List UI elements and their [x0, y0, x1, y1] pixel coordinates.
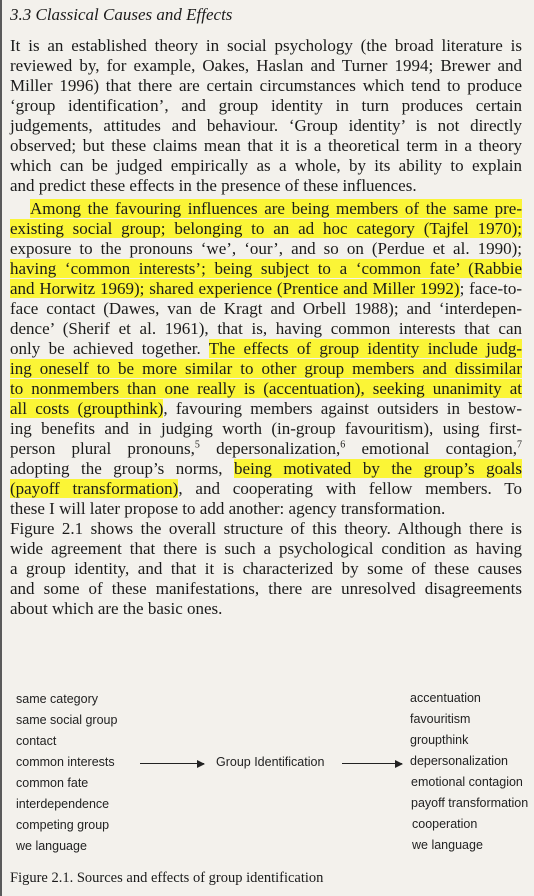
text-line: these I will later propose to add another: agency transformation.: [10, 499, 446, 518]
effect-item: payoff transformation: [411, 796, 529, 810]
figure-caption: Figure 2.1. Sources and effects of group identification: [10, 870, 324, 886]
text-line: a group identity, and that it is characterized by some of these causes: [10, 559, 522, 578]
text-line: which can be judged empirically as a whole, by its ability to explain: [10, 156, 522, 175]
footnote-marker: 5: [194, 439, 200, 451]
highlighted-text: all costs (groupthink): [10, 399, 164, 418]
text-segment: , favouring members against outsiders in bestow-: [163, 399, 522, 418]
text-line: face contact (Dawes, van de Kragt and Orbell 1988); and ‘interdepen-: [10, 299, 522, 318]
highlighted-text: The effects of group identity include judg-: [208, 339, 522, 358]
section-heading: 3.3 Classical Causes and Effects: [10, 5, 233, 24]
text-line: ‘group identification’, and group identity in turn produces certain: [10, 96, 522, 115]
cause-item: same social group: [16, 713, 118, 727]
highlighted-text: shared experience (Prentice and Miller 1992): [149, 279, 460, 298]
effect-item: groupthink: [410, 733, 469, 747]
highlighted-text: Among the favouring influences are being members of the same pre-: [30, 199, 522, 218]
text-line: judgements, attitudes and behaviour. ‘Group identity’ is not directly: [10, 116, 522, 135]
text-segment: emotional contagion,: [345, 439, 517, 458]
cause-item: common fate: [16, 776, 89, 790]
text-segment: only be achieved together.: [10, 339, 209, 358]
effect-item: depersonalization: [410, 754, 508, 768]
text-line: [10, 459, 522, 479]
text-line: [10, 479, 522, 499]
highlighted-text: existing social group; belonging to an ad hoc category (Tajfel 1970);: [10, 219, 522, 238]
text-line: [10, 219, 522, 239]
text-segment: adopting the group’s norms,: [10, 459, 235, 478]
text-line: dence’ (Sherif et al. 1961), that is, having common interests that can: [10, 319, 522, 338]
highlighted-text: to nonmembers than one really is (accentuation), seeking unanimity at: [10, 379, 522, 398]
cause-item: common interests: [16, 755, 115, 769]
text-segment: depersonalization,: [199, 439, 341, 458]
arrow-right-icon: [140, 763, 204, 764]
text-segment: person plural pronouns,: [10, 439, 195, 458]
text-segment: ; face-to-: [459, 279, 522, 298]
effect-item: favouritism: [410, 712, 471, 726]
text-line: [10, 359, 522, 379]
footnote-marker: 7: [516, 439, 522, 451]
text-line: reviewed by, for example, Oakes, Haslan and Turner 1994; Brewer and: [10, 56, 522, 75]
text-segment: , and cooperating with fellow members. To: [178, 479, 522, 498]
text-line: [10, 259, 522, 279]
cause-item: same category: [16, 692, 98, 706]
text-line: about which are the basic ones.: [10, 599, 223, 618]
text-line: [10, 379, 522, 399]
cause-item: competing group: [16, 818, 110, 832]
text-line: [10, 279, 522, 299]
effect-item: we language: [412, 838, 483, 852]
center-node: Group Identification: [216, 755, 325, 769]
effect-item: accentuation: [410, 691, 481, 705]
cause-item: interdependence: [16, 797, 110, 811]
text-line: and predict these effects in the presence of these influences.: [10, 176, 417, 195]
effect-item: emotional contagion: [411, 775, 523, 789]
effect-item: cooperation: [412, 817, 478, 831]
highlighted-text: and Horwitz 1969);: [10, 279, 150, 298]
cause-item: we language: [16, 839, 87, 853]
highlighted-text: having ‘common interests’; being subject to a ‘common fate’ (Rabbie: [10, 259, 522, 278]
text-line: observed; but these claims mean that it is a theoretical term in a theory: [10, 136, 522, 155]
text-line: wide agreement that there is such a psychological condition as having: [10, 539, 522, 558]
text-line: and some of these manifestations, there are unresolved disagreements: [10, 579, 522, 598]
footnote-marker: 6: [340, 439, 346, 451]
text-line: [10, 199, 522, 219]
arrow-right-icon: [342, 763, 402, 764]
cause-item: contact: [16, 734, 57, 748]
highlighted-text: (payoff transformation): [10, 479, 179, 498]
text-line: exposure to the pronouns ‘we’, ‘our’, and so on (Perdue et al. 1990);: [10, 239, 522, 258]
text-line: Miller 1996) that there are certain circumstances which tend to produce: [10, 76, 522, 95]
text-line: It is an established theory in social psychology (the broad literature is: [10, 36, 522, 55]
text-line: [10, 399, 522, 419]
text-line: [10, 339, 522, 359]
text-line: Figure 2.1 shows the overall structure of this theory. Although there is: [10, 519, 522, 538]
highlighted-text: ing oneself to be more similar to other group members and dissimilar: [10, 359, 522, 378]
highlighted-text: being motivated by the group’s goals: [234, 459, 522, 478]
text-line: ing benefits and in judging worth (in-group favouritism), using first-: [10, 419, 522, 438]
text-line: [10, 439, 522, 459]
